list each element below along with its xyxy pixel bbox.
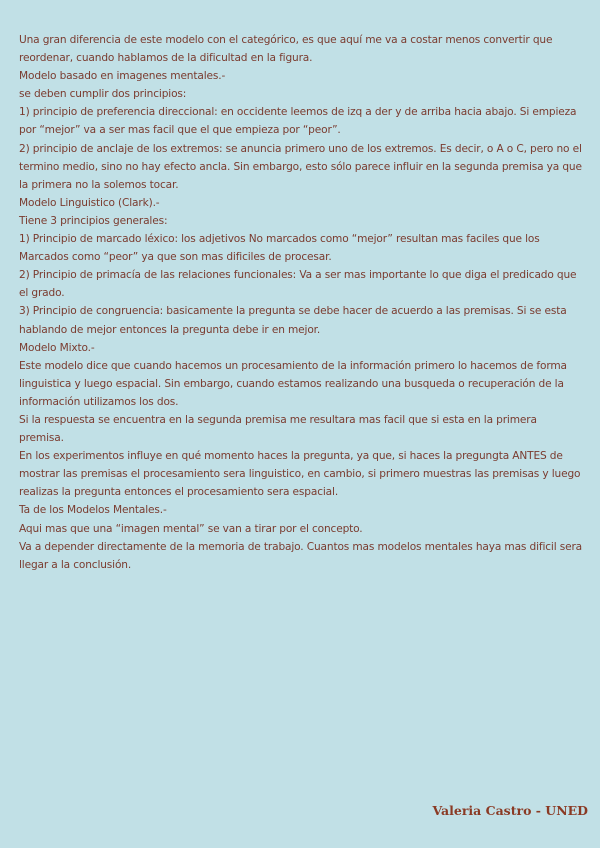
paragraph-dos-principios: se deben cumplir dos principios:	[19, 88, 187, 101]
author-credit: Valeria Castro - UNED	[432, 803, 588, 818]
paragraph-experimentos: En los experimentos influye en qué momento haces la pregunta, ya que, si haces la pregungta ANTES de mostrar las premisas el procesamiento sera linguistico, en cambio, si primero muestras las premisas y luego realizas la pregunta entonces el procesamiento sera espacial.	[19, 450, 581, 499]
paragraph-memoria-trabajo: Va a depender directamente de la memoria de trabajo. Cuantos mas modelos mentales haya mas dificil sera llegar a la conclusión.	[19, 540, 583, 571]
heading-modelos-mentales: Ta de los Modelos Mentales.-	[19, 504, 167, 517]
list-item-congruencia: 3) Principio de congruencia: basicamente la pregunta se debe hacer de acuerdo a las premisas. Si se esta hablando de mejor entonces la pregunta debe ir en mejor.	[19, 305, 567, 336]
paragraph-segunda-premisa: Si la respuesta se encuentra en la segunda premisa me resultara mas facil que si esta en la primera premisa.	[19, 413, 537, 445]
paragraph-imagen-mental: Aqui mas que una “imagen mental” se van a tirar por el concepto.	[19, 522, 363, 535]
heading-modelo-linguistico: Modelo Linguistico (Clark).-	[19, 196, 160, 209]
list-item-preferencia-direccional: 1) principio de preferencia direccional: en occidente leemos de izq a der y de arriba hacia abajo. Si empieza por “mejor” va a ser mas facil que el que empieza por “peor”.	[19, 106, 577, 137]
paragraph-intro: Una gran diferencia de este modelo con el categórico, es que aquí me va a costar menos convertir que reordenar, cuando hablamos de la dificultad en la figura.	[19, 34, 553, 65]
list-item-relaciones-funcionales: 2) Principio de primacía de las relaciones funcionales: Va a ser mas importante lo que diga el predicado que el grado.	[19, 269, 577, 300]
list-item-marcado-lexico: 1) Principio de marcado léxico: los adjetivos No marcados como “mejor” resultan mas faciles que los Marcados como “peor” ya que son mas dificiles de procesar.	[19, 233, 540, 264]
heading-modelo-mixto: Modelo Mixto.-	[19, 341, 95, 354]
paragraph-tres-principios: Tiene 3 principios generales:	[19, 214, 168, 227]
document-body	[19, 31, 583, 574]
list-item-anclaje-extremos: 2) principio de anclaje de los extremos: se anuncia primero uno de los extremos. Es decir, o A o C, pero no el termino medio, sino no hay efecto ancla. Sin embargo, esto sólo parece influir en la segunda premisa ya que la primera no la solemos tocar.	[19, 142, 582, 191]
heading-imagenes-mentales: Modelo basado en imagenes mentales.-	[19, 70, 226, 83]
paragraph-modelo-mixto: Este modelo dice que cuando hacemos un procesamiento de la información primero lo hacemos de forma linguistica y luego espacial. Sin embargo, cuando estamos realizando una busqueda o recuperación de la información utilizamos los dos.	[19, 359, 567, 408]
